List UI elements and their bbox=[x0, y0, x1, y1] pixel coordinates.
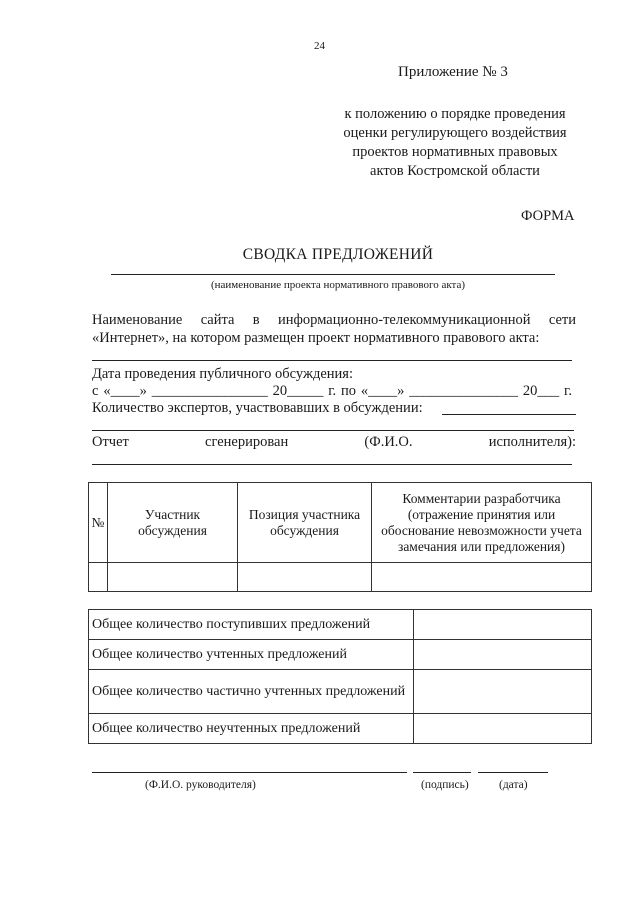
summary-row bbox=[89, 670, 592, 714]
regulation-line: оценки регулирующего воздействия bbox=[343, 125, 567, 141]
report-generated-line bbox=[92, 434, 576, 451]
form-label: ФОРМА bbox=[521, 208, 575, 224]
signature-caption: (подпись) bbox=[421, 779, 469, 791]
summary-value[interactable] bbox=[414, 670, 592, 714]
summary-label: Общее количество учтенных предложений bbox=[89, 640, 414, 670]
summary-row bbox=[89, 610, 592, 640]
experts-count-field[interactable] bbox=[442, 414, 576, 415]
col-number-header: № bbox=[89, 483, 108, 563]
table-cell[interactable] bbox=[238, 563, 372, 592]
proposals-table bbox=[88, 482, 592, 592]
document-title: СВОДКА ПРЕДЛОЖЕНИЙ bbox=[242, 246, 434, 263]
summary-label: Общее количество поступивших предложений bbox=[89, 610, 414, 640]
report-word: (Ф.И.О. bbox=[364, 434, 413, 450]
table-cell[interactable] bbox=[89, 563, 108, 592]
summary-row bbox=[89, 640, 592, 670]
col-participant-header: Участник обсуждения bbox=[108, 483, 238, 563]
table-row[interactable] bbox=[89, 563, 592, 592]
summary-value[interactable] bbox=[414, 714, 592, 744]
report-word: исполнителя): bbox=[488, 434, 576, 450]
appendix-heading: Приложение № 3 bbox=[398, 64, 508, 80]
regulation-reference bbox=[330, 105, 580, 181]
discussion-date-label: Дата проведения публичного обсуждения: bbox=[92, 366, 353, 382]
table-cell[interactable] bbox=[372, 563, 592, 592]
regulation-line: актов Костромской области bbox=[370, 163, 540, 179]
act-name-caption: (наименование проекта нормативного правового акта) bbox=[210, 279, 466, 291]
report-word: сгенерирован bbox=[205, 434, 289, 450]
summary-table bbox=[88, 609, 592, 744]
summary-row bbox=[89, 714, 592, 744]
summary-label: Общее количество частично учтенных предложений bbox=[89, 670, 414, 714]
page-number: 24 bbox=[314, 40, 325, 52]
discussion-date-range[interactable]: с «____» ________________ 20_____ г. по «____» _______________ 20___ г. bbox=[92, 383, 572, 399]
experts-count-label: Количество экспертов, участвовавших в обсуждении: bbox=[92, 400, 423, 416]
experts-extra-line[interactable] bbox=[92, 430, 574, 431]
summary-label: Общее количество неучтенных предложений bbox=[89, 714, 414, 744]
summary-value[interactable] bbox=[414, 640, 592, 670]
date-caption: (дата) bbox=[499, 779, 528, 791]
regulation-line: к положению о порядке проведения bbox=[344, 106, 566, 122]
summary-value[interactable] bbox=[414, 610, 592, 640]
site-name-line[interactable] bbox=[92, 360, 572, 361]
table-cell[interactable] bbox=[108, 563, 238, 592]
report-word: Отчет bbox=[92, 434, 129, 450]
manager-name-line[interactable] bbox=[92, 772, 407, 773]
col-position-header: Позиция участника обсуждения bbox=[238, 483, 372, 563]
col-comments-header: Комментарии разработчика (отражение принятия или обоснование невозможности учета замечания или предложения) bbox=[372, 483, 592, 563]
site-text-line1: Наименование сайта в информационно-телекоммуникационной сети bbox=[92, 312, 576, 328]
site-text-line2: «Интернет», на котором размещен проект нормативного правового акта: bbox=[92, 330, 540, 346]
act-name-line[interactable] bbox=[111, 274, 555, 275]
proposals-table-header bbox=[89, 483, 592, 563]
signature-line[interactable] bbox=[413, 772, 471, 773]
executor-name-line[interactable] bbox=[92, 464, 572, 465]
date-line[interactable] bbox=[478, 772, 548, 773]
manager-name-caption: (Ф.И.О. руководителя) bbox=[145, 779, 256, 791]
regulation-line: проектов нормативных правовых bbox=[352, 144, 558, 160]
